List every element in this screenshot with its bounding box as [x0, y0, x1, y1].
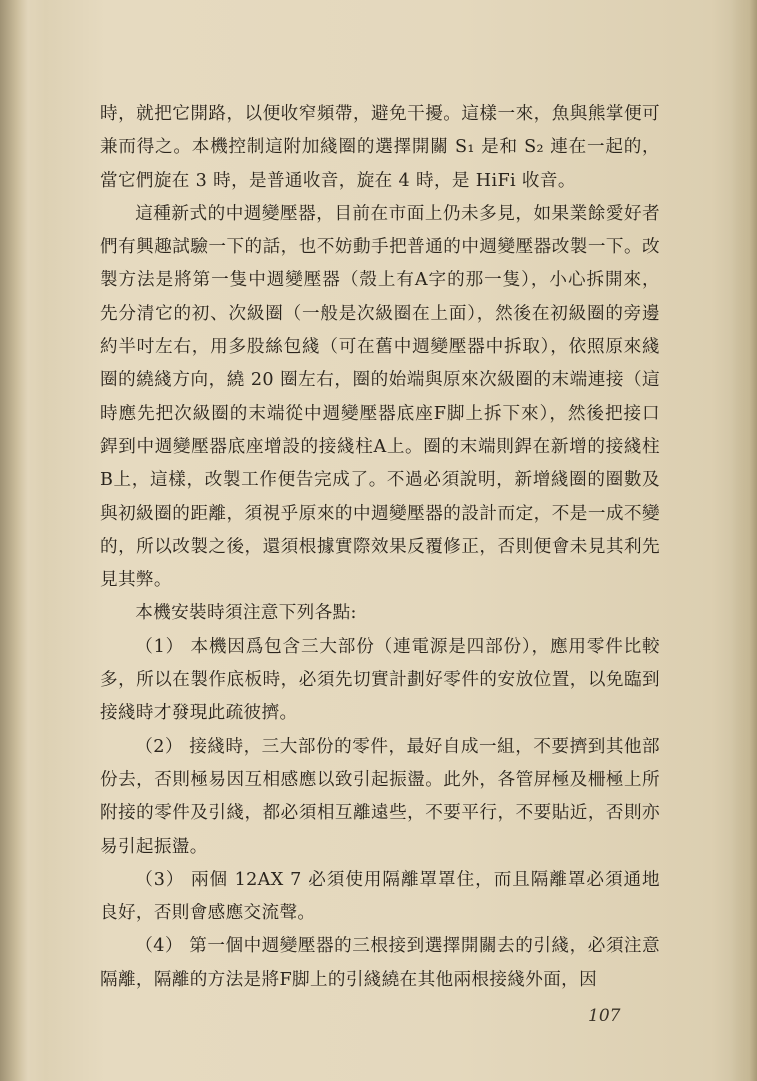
- paragraph-continuation: 時，就把它開路，以便收窄頻帶，避免干擾。這樣一來，魚與熊掌便可兼而得之。本機控制這附加綫圈的選擇開關 S₁ 是和 S₂ 連在一起的，當它們旋在 3 時，是普通收音，旋在 4 時，是 HiFi 收音。: [100, 104, 660, 191]
- page-number: 107: [588, 1006, 621, 1026]
- note-item-2: （2） 接綫時，三大部份的零件，最好自成一組，不要擠到其他部份去，否則極易因互相感應以致引起振盪。此外，各管屏極及柵極上所附接的零件及引綫，都必須相互離遠些，不要平行，不要貼近，否則亦易引起振盪。: [100, 736, 660, 857]
- note-item-1: （1） 本機因爲包含三大部份（連電源是四部份），應用零件比較多，所以在製作底板時，必須先切實計劃好零件的安放位置，以免臨到接綫時才發現此疏彼擠。: [100, 636, 660, 724]
- body-text: [100, 98, 660, 997]
- paragraph-if-transformer: 這種新式的中週變壓器，目前在市面上仍未多見，如果業餘愛好者們有興趣試驗一下的話，也不妨動手把普通的中週變壓器改製一下。改製方法是將第一隻中週變壓器（殼上有A字的那一隻），小心拆開來，先分清它的初、次級圈（一般是次級圈在上面），然後在初級圈的旁邊約半吋左右，用多股絲包綫（可在舊中週變壓器中拆取），依照原來綫圈的繞綫方向，繞 20 圈左右，圈的始端與原來次級圈的末端連接（這時應先把次級圈的末端從中週變壓器底座F脚上拆下來），然後把接口銲到中週變壓器底座增設的接綫柱A上。圈的末端則銲在新增的接綫柱B上，這樣，改製工作便告完成了。不過必須說明，新增綫圈的圈數及與初級圈的距離，須視乎原來的中週變壓器的設計而定，不是一成不變的，所以改製之後，還須根據實際效果反覆修正，否則便會未見其利先見其弊。: [100, 203, 660, 591]
- note-item-3: （3） 兩個 12AX 7 必須使用隔離罩罩住，而且隔離罩必須通地良好，否則會感應交流聲。: [100, 869, 660, 924]
- page-edge-shadow: [731, 0, 757, 1081]
- book-spine-shadow: [0, 0, 28, 1081]
- paragraph-installation-notes-heading: 本機安裝時須注意下列各點:: [135, 603, 357, 624]
- note-item-4: （4） 第一個中週變壓器的三根接到選擇開關去的引綫，必須注意隔離，隔離的方法是將F脚上的引綫繞在其他兩根接綫外面，因: [100, 936, 660, 990]
